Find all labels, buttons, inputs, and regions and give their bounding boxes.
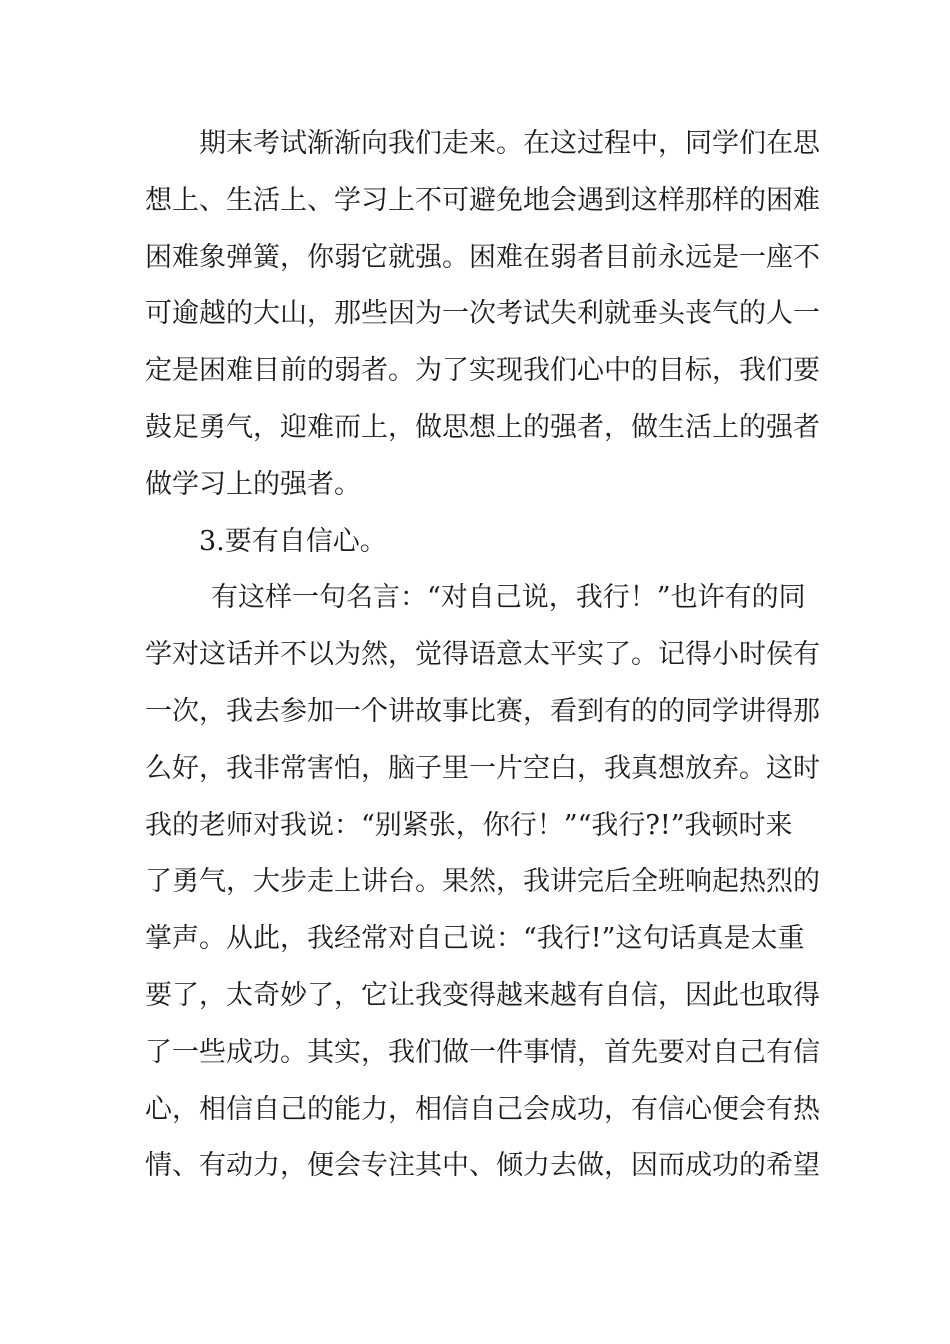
paragraph-line: 困难象弹簧，你弱它就强。困难在弱者目前永远是一座不 — [145, 241, 820, 273]
paragraph-line: 掌声。从此，我经常对自己说：“我行!”这句话真是太重 — [145, 923, 805, 955]
body-text — [145, 116, 820, 1195]
paragraph-line: 情、有动力，便会专注其中、倾力去做，因而成功的希望 — [145, 1150, 820, 1182]
paragraph-line: 么好，我非常害怕，脑子里一片空白，我真想放弃。这时 — [145, 752, 820, 784]
paragraph-line: 一次，我去参加一个讲故事比赛，看到有的的同学讲得那 — [145, 695, 820, 727]
paragraph-line: 心，相信自己的能力，相信自己会成功，有信心便会有热 — [145, 1093, 820, 1125]
paragraph-line: 了一些成功。其实，我们做一件事情，首先要对自己有信 — [145, 1036, 820, 1068]
paragraph-line: 可逾越的大山，那些因为一次考试失利就垂头丧气的人一 — [145, 298, 820, 330]
paragraph-line: 有这样一句名言：“对自己说，我行！”也许有的同 — [211, 582, 806, 614]
paragraph-line: 定是困难目前的弱者。为了实现我们心中的目标，我们要 — [145, 355, 820, 387]
paragraph-line: 了勇气，大步走上讲台。果然，我讲完后全班响起热烈的 — [145, 866, 820, 898]
paragraph-line: 鼓足勇气，迎难而上，做思想上的强者，做生活上的强者 — [145, 411, 820, 443]
paragraph-line: 我的老师对我说：“别紧张，你行！”“我行?!”我顿时来 — [145, 809, 793, 841]
paragraph-line: 要了，太奇妙了，它让我变得越来越有自信，因此也取得 — [145, 979, 820, 1011]
paragraph-line: 想上、生活上、学习上不可避免地会遇到这样那样的困难 — [145, 184, 820, 216]
paragraph-line: 期末考试渐渐向我们走来。在这过程中，同学们在思 — [199, 128, 820, 159]
paragraph-line: 学对这话并不以为然，觉得语意太平实了。记得小时侯有 — [145, 639, 820, 671]
paragraph-line: 做学习上的强者。 — [145, 468, 361, 500]
section-heading: 3.要有自信心。 — [199, 525, 387, 557]
